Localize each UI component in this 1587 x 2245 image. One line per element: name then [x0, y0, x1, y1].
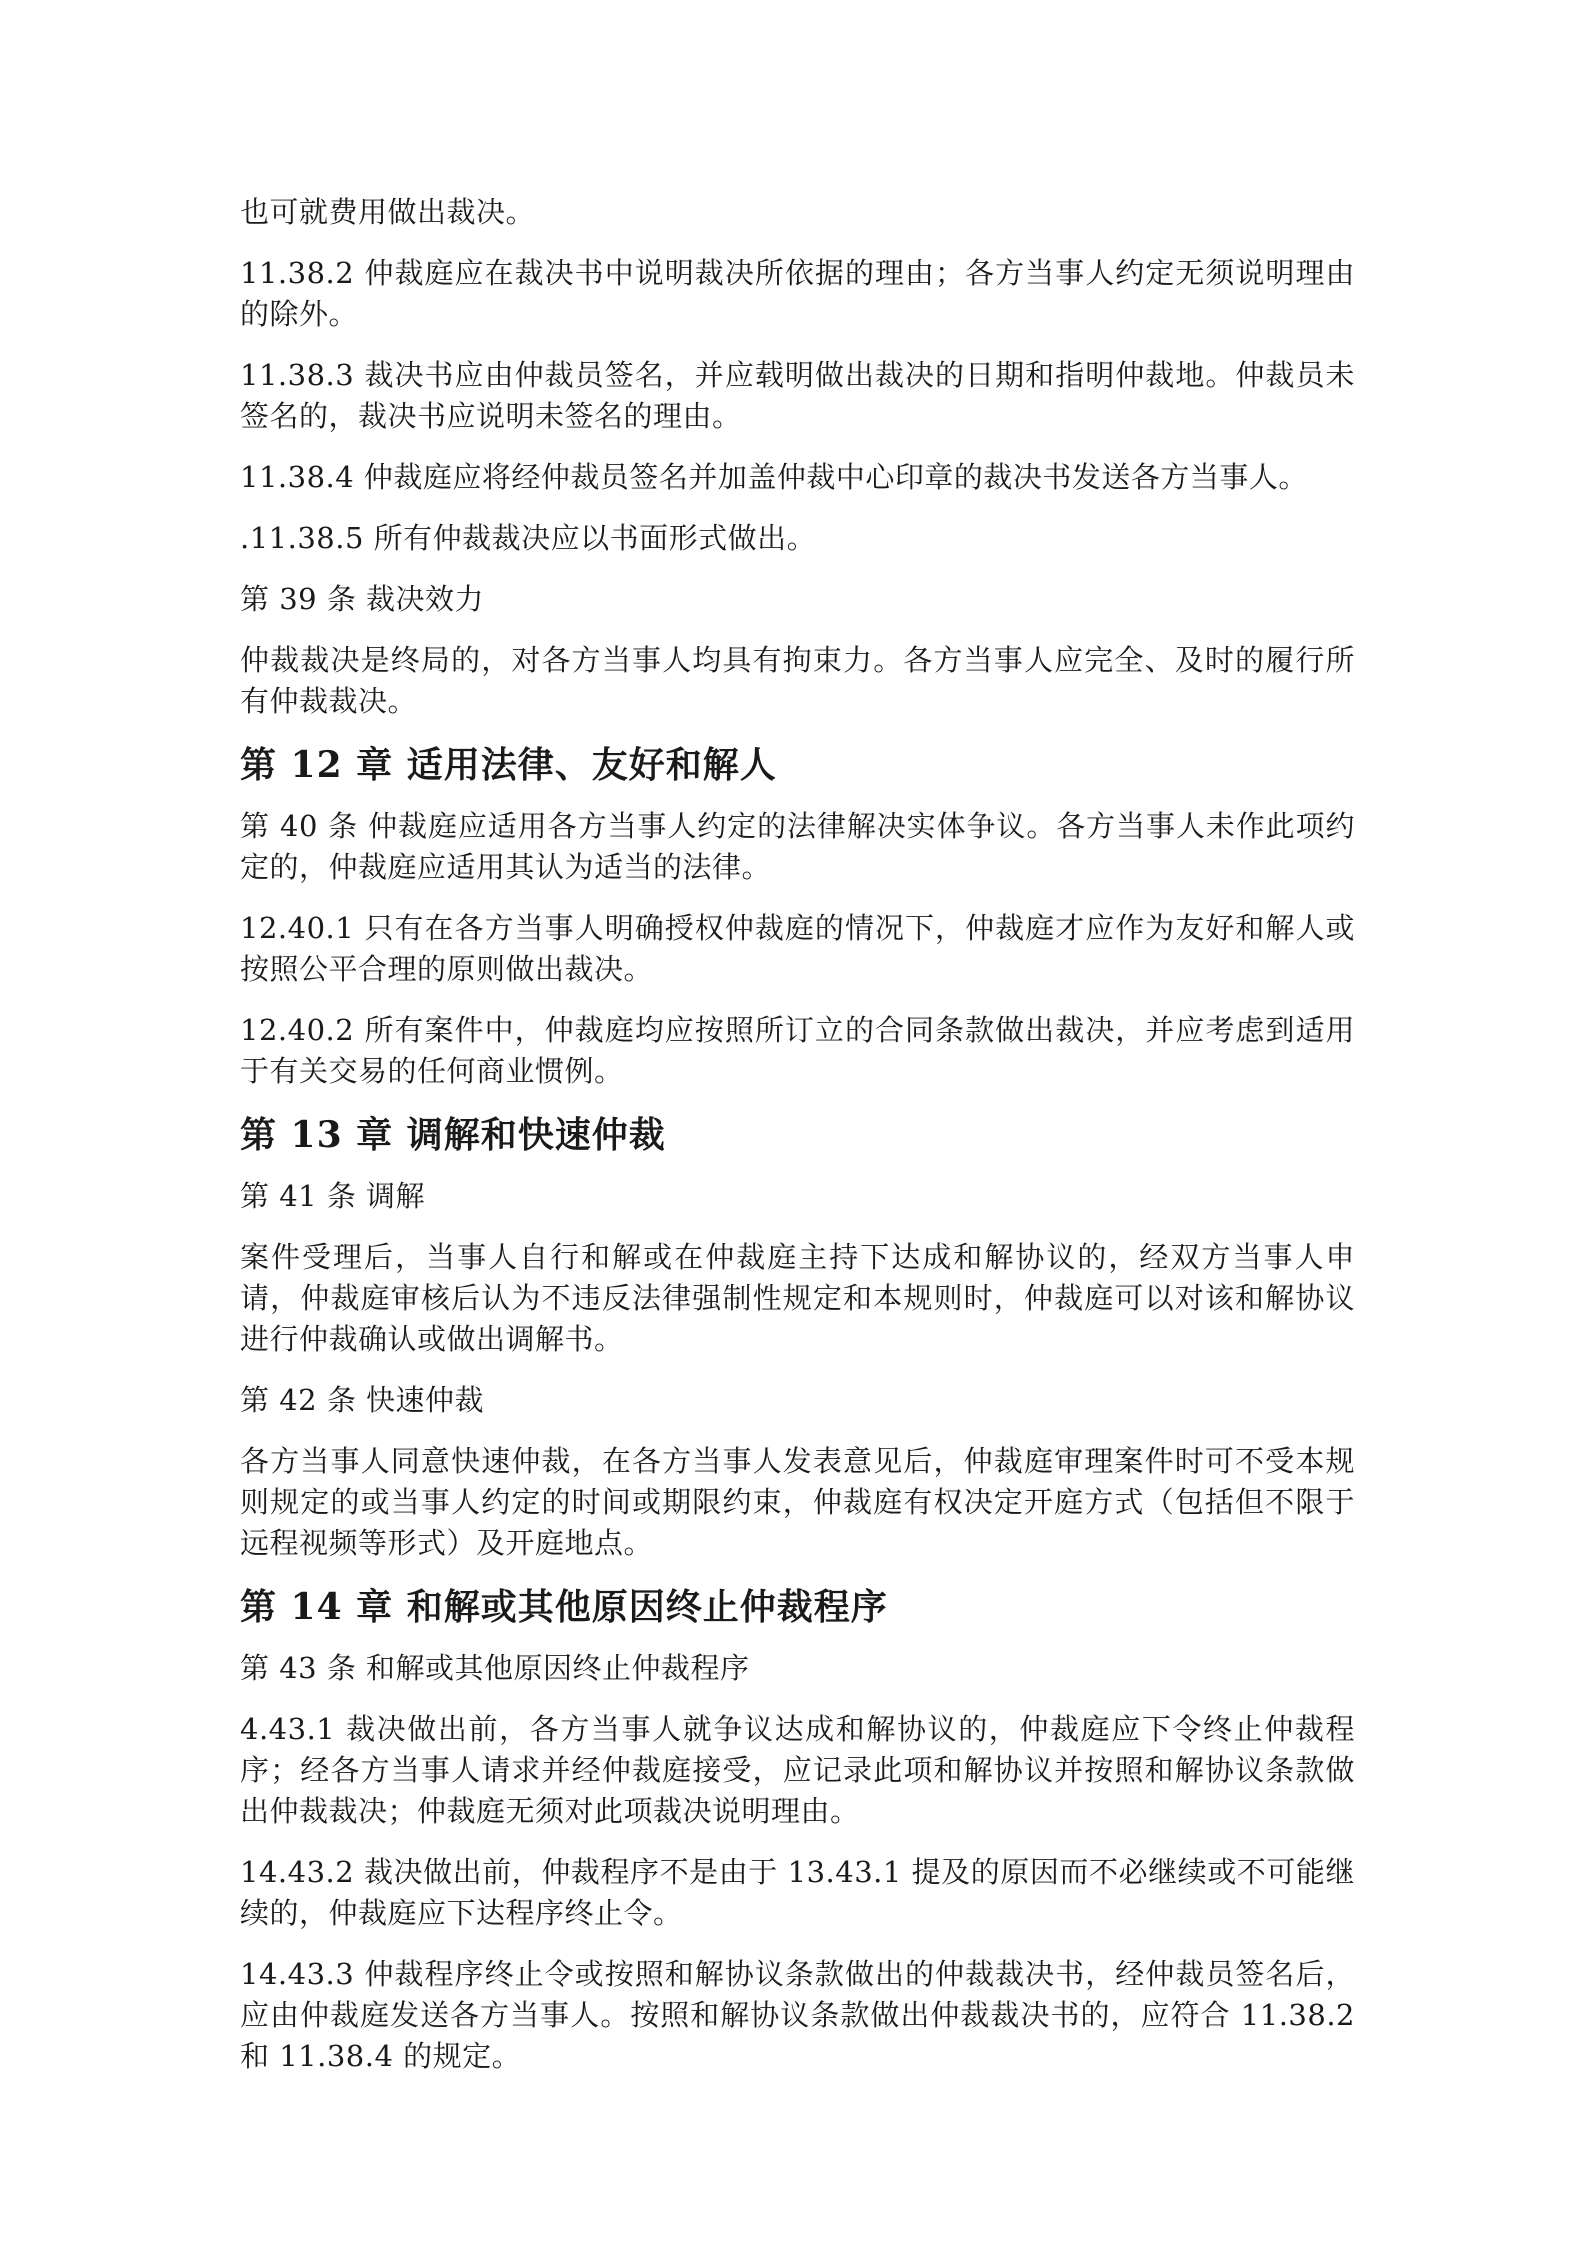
- document-body: [240, 192, 1355, 2097]
- clause-4-43-1: 4.43.1 裁决做出前，各方当事人就争议达成和解协议的，仲裁庭应下令终止仲裁程序；经各方当事人请求并经仲裁庭接受，应记录此项和解协议并按照和解协议条款做出仲裁裁决；仲裁庭无须对此项裁决说明理由。: [240, 1712, 1355, 1828]
- clause-12-40-1: 12.40.1 只有在各方当事人明确授权仲裁庭的情况下，仲裁庭才应作为友好和解人或按照公平合理的原则做出裁决。: [240, 911, 1355, 986]
- clause-14-43-2: 14.43.2 裁决做出前，仲裁程序不是由于 13.43.1 提及的原因而不必继续或不可能继续的，仲裁庭应下达程序终止令。: [240, 1855, 1355, 1930]
- article-43-heading: 第 43 条 和解或其他原因终止仲裁程序: [240, 1651, 750, 1685]
- article-39-body: 仲裁裁决是终局的，对各方当事人均具有拘束力。各方当事人应完全、及时的履行所有仲裁裁决。: [240, 643, 1355, 718]
- clause-12-40-2: 12.40.2 所有案件中，仲裁庭均应按照所订立的合同条款做出裁决，并应考虑到适用于有关交易的任何商业惯例。: [240, 1013, 1355, 1088]
- chapter-13-heading: 第 13 章 调解和快速仲裁: [240, 1114, 666, 1156]
- article-40-body: 第 40 条 仲裁庭应适用各方当事人约定的法律解决实体争议。各方当事人未作此项约定的，仲裁庭应适用其认为适当的法律。: [240, 809, 1355, 884]
- chapter-14-heading: 第 14 章 和解或其他原因终止仲裁程序: [240, 1586, 888, 1628]
- article-39-heading: 第 39 条 裁决效力: [240, 582, 485, 616]
- clause-11-38-3: 11.38.3 裁决书应由仲裁员签名，并应载明做出裁决的日期和指明仲裁地。仲裁员未签名的，裁决书应说明未签名的理由。: [240, 358, 1355, 433]
- article-42-heading: 第 42 条 快速仲裁: [240, 1383, 485, 1417]
- article-41-body: 案件受理后，当事人自行和解或在仲裁庭主持下达成和解协议的，经双方当事人申请，仲裁庭审核后认为不违反法律强制性规定和本规则时，仲裁庭可以对该和解协议进行仲裁确认或做出调解书。: [240, 1240, 1355, 1356]
- clause-11-38-5: .11.38.5 所有仲裁裁决应以书面形式做出。: [240, 521, 817, 555]
- chapter-12-heading: 第 12 章 适用法律、友好和解人: [240, 744, 777, 786]
- clause-11-38-4: 11.38.4 仲裁庭应将经仲裁员签名并加盖仲裁中心印章的裁决书发送各方当事人。: [240, 460, 1308, 494]
- paragraph-award-costs: 也可就费用做出裁决。: [240, 195, 536, 229]
- clause-14-43-3: 14.43.3 仲裁程序终止令或按照和解协议条款做出的仲裁裁决书，经仲裁员签名后，应由仲裁庭发送各方当事人。按照和解协议条款做出仲裁裁决书的，应符合 11.38.2 和 11.38.4 的规定。: [240, 1957, 1355, 2073]
- article-42-body: 各方当事人同意快速仲裁，在各方当事人发表意见后，仲裁庭审理案件时可不受本规则规定的或当事人约定的时间或期限约束，仲裁庭有权决定开庭方式（包括但不限于远程视频等形式）及开庭地点。: [240, 1444, 1355, 1560]
- article-41-heading: 第 41 条 调解: [240, 1179, 426, 1213]
- clause-11-38-2: 11.38.2 仲裁庭应在裁决书中说明裁决所依据的理由；各方当事人约定无须说明理由的除外。: [240, 256, 1355, 331]
